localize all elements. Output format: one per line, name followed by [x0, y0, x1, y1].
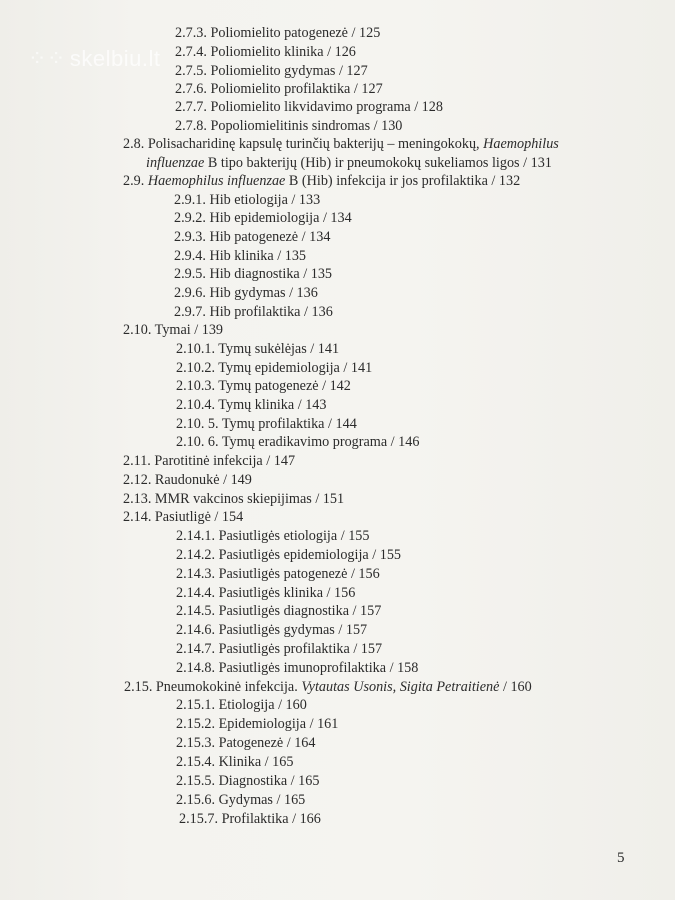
toc-entry: 2.13. MMR vakcinos skiepijimas / 151	[123, 491, 345, 507]
toc-entry: 2.14.2. Pasiutligės epidemiologija / 155	[176, 547, 402, 563]
toc-entry-continuation: influenzae B tipo bakterijų (Hib) ir pneumokokų sukeliamos ligos / 131	[146, 155, 552, 171]
toc-entry: 2.10.1. Tymų sukėlėjas / 141	[176, 341, 340, 357]
toc-entry: 2.9.4. Hib klinika / 135	[174, 248, 307, 264]
toc-entry: 2.14.4. Pasiutligės klinika / 156	[176, 585, 356, 601]
page-number: 5	[617, 850, 625, 866]
toc-entry: 2.15.7. Profilaktika / 166	[179, 811, 321, 827]
toc-entry: 2.14.3. Pasiutligės patogenezė / 156	[176, 566, 380, 582]
toc-entry: 2.10. 6. Tymų eradikavimo programa / 146	[176, 434, 420, 450]
toc-entry: 2.11. Parotitinė infekcija / 147	[123, 453, 296, 469]
toc-entry: 2.15.3. Patogenezė / 164	[176, 735, 316, 751]
toc-entry: 2.9.5. Hib diagnostika / 135	[174, 266, 333, 282]
toc-entry: 2.14. Pasiutligė / 154	[123, 509, 244, 525]
toc-entry: 2.14.1. Pasiutligės etiologija / 155	[176, 528, 370, 544]
toc-entry: 2.9. Haemophilus influenzae B (Hib) infekcija ir jos profilaktika / 132	[123, 173, 521, 189]
toc-entry: 2.7.7. Poliomielito likvidavimo programa / 128	[175, 99, 443, 115]
toc-entry: 2.15.1. Etiologija / 160	[176, 697, 307, 713]
toc-entry: 2.7.4. Poliomielito klinika / 126	[175, 44, 356, 60]
toc-entry: 2.14.6. Pasiutligės gydymas / 157	[176, 622, 368, 638]
toc-entry: 2.14.7. Pasiutligės profilaktika / 157	[176, 641, 383, 657]
toc-entry: 2.15.4. Klinika / 165	[176, 754, 294, 770]
toc-entry: 2.10.4. Tymų klinika / 143	[176, 397, 327, 413]
toc-entry: 2.12. Raudonukė / 149	[123, 472, 252, 488]
toc-entry: 2.14.5. Pasiutligės diagnostika / 157	[176, 603, 382, 619]
toc-entry: 2.15.2. Epidemiologija / 161	[176, 716, 339, 732]
toc-entry: 2.15.6. Gydymas / 165	[176, 792, 306, 808]
toc-entry: 2.7.5. Poliomielito gydymas / 127	[175, 63, 368, 79]
toc-entry: 2.10.3. Tymų patogenezė / 142	[176, 378, 351, 394]
toc-entry: 2.9.7. Hib profilaktika / 136	[174, 304, 333, 320]
toc-entry: 2.7.6. Poliomielito profilaktika / 127	[175, 81, 383, 97]
toc-entry: 2.9.3. Hib patogenezė / 134	[174, 229, 331, 245]
toc-entry: 2.10. 5. Tymų profilaktika / 144	[176, 416, 357, 432]
toc-entry: 2.10. Tymai / 139	[123, 322, 224, 338]
toc-entry: 2.7.8. Popoliomielitinis sindromas / 130	[175, 118, 403, 134]
toc-entry: 2.15.5. Diagnostika / 165	[176, 773, 320, 789]
toc-entry: 2.9.6. Hib gydymas / 136	[174, 285, 318, 301]
toc-entry: 2.7.3. Poliomielito patogenezė / 125	[175, 25, 381, 41]
toc-entry: 2.8. Polisacharidinę kapsulę turinčių bakterijų – meningokokų, Haemophilus	[123, 136, 559, 152]
toc-entry: 2.15. Pneumokokinė infekcija. Vytautas Usonis, Sigita Petraitienė / 160	[124, 679, 532, 695]
watermark-text: skelbiu.lt	[69, 46, 161, 71]
watermark-dots-icon: ⁘⁘	[28, 46, 66, 71]
toc-entry: 2.10.2. Tymų epidemiologija / 141	[176, 360, 373, 376]
toc-entry: 2.14.8. Pasiutligės imunoprofilaktika / 158	[176, 660, 419, 676]
toc-entry: 2.9.2. Hib epidemiologija / 134	[174, 210, 352, 226]
toc-entry: 2.9.1. Hib etiologija / 133	[174, 192, 321, 208]
